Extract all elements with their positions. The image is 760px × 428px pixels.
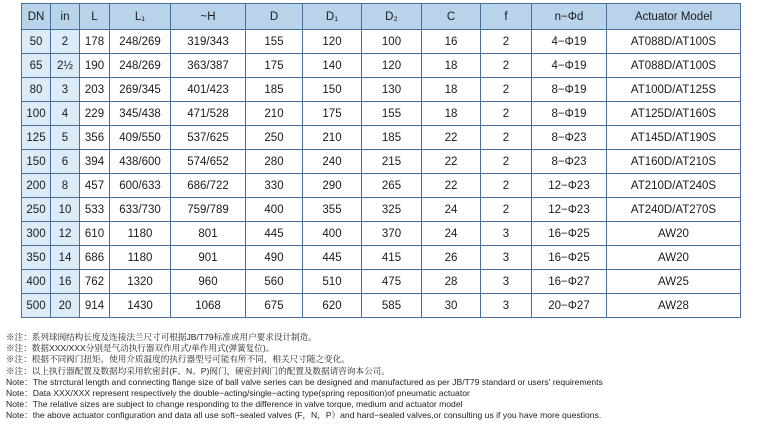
- header-actuator-model: Actuator Model: [607, 4, 741, 30]
- table-cell: 445: [303, 246, 362, 270]
- table-cell: 500: [22, 294, 51, 318]
- table-cell: 355: [303, 198, 362, 222]
- table-cell: 415: [362, 246, 422, 270]
- table-cell: 185: [362, 126, 422, 150]
- table-cell: 901: [171, 246, 246, 270]
- table-cell: 30: [422, 294, 481, 318]
- table-cell: 401/423: [171, 78, 246, 102]
- table-cell: 65: [22, 54, 51, 78]
- table-cell: 12: [51, 222, 80, 246]
- table-cell: 686: [80, 246, 110, 270]
- table-cell: 2: [481, 54, 532, 78]
- table-cell: 686/722: [171, 174, 246, 198]
- table-cell: 3: [51, 78, 80, 102]
- table-row: [22, 246, 741, 270]
- header-d2: D₂: [362, 4, 422, 30]
- table-cell: AT145D/AT190S: [607, 126, 741, 150]
- table-cell: 8−Φ19: [532, 102, 607, 126]
- table-cell: 801: [171, 222, 246, 246]
- header-l1: L₁: [110, 4, 171, 30]
- table-row: [22, 78, 741, 102]
- table-cell: 250: [22, 198, 51, 222]
- table-cell: 675: [246, 294, 303, 318]
- table-cell: 18: [422, 78, 481, 102]
- table-cell: 16: [51, 270, 80, 294]
- table-cell: 155: [246, 30, 303, 54]
- table-cell: 240: [303, 150, 362, 174]
- table-cell: 8: [51, 174, 80, 198]
- table-row: [22, 54, 741, 78]
- table-cell: 2: [481, 126, 532, 150]
- spec-table: [21, 3, 741, 318]
- table-cell: 620: [303, 294, 362, 318]
- table-cell: 100: [22, 102, 51, 126]
- table-cell: 215: [362, 150, 422, 174]
- table-cell: 120: [362, 54, 422, 78]
- table-cell: 250: [246, 126, 303, 150]
- table-cell: 16: [422, 30, 481, 54]
- table-cell: 394: [80, 150, 110, 174]
- table-cell: 490: [246, 246, 303, 270]
- table-cell: 248/269: [110, 54, 171, 78]
- table-row: [22, 270, 741, 294]
- table-cell: 2: [481, 150, 532, 174]
- table-cell: 80: [22, 78, 51, 102]
- table-cell: 409/550: [110, 126, 171, 150]
- table-cell: 2: [481, 30, 532, 54]
- table-cell: AT240D/AT270S: [607, 198, 741, 222]
- header-dn: DN: [22, 4, 51, 30]
- header-in: in: [51, 4, 80, 30]
- table-row: [22, 198, 741, 222]
- table-cell: 762: [80, 270, 110, 294]
- table-cell: 400: [246, 198, 303, 222]
- note-line: ※注：数据XXX/XXX分别是气动执行器双作用式/单作用式(弹簧复位)。: [6, 343, 275, 354]
- table-cell: 600/633: [110, 174, 171, 198]
- table-cell: 120: [303, 30, 362, 54]
- note-line: ※注：系列球阀结构长度及连接法兰尺寸可根据JB/T79标准或用户要求设计制造。: [6, 332, 317, 342]
- table-cell: 22: [422, 150, 481, 174]
- table-cell: 16−Φ25: [532, 222, 607, 246]
- table-row: [22, 174, 741, 198]
- table-cell: 330: [246, 174, 303, 198]
- notes-block: [6, 332, 756, 422]
- note-line: ※注：以上执行器配置及数据均采用软密封(F、N、P)阀门，硬密封阀门的配置及数据请咨询本公司。: [6, 365, 390, 376]
- table-cell: 356: [80, 126, 110, 150]
- table-cell: 2½: [51, 54, 80, 78]
- table-cell: 438/600: [110, 150, 171, 174]
- table-cell: 325: [362, 198, 422, 222]
- table-cell: 400: [303, 222, 362, 246]
- table-cell: 16−Φ25: [532, 246, 607, 270]
- table-cell: 18: [422, 102, 481, 126]
- table-cell: 2: [481, 198, 532, 222]
- table-cell: 350: [22, 246, 51, 270]
- table-cell: 28: [422, 270, 481, 294]
- table-cell: 300: [22, 222, 51, 246]
- table-cell: 537/625: [171, 126, 246, 150]
- table-cell: 2: [481, 102, 532, 126]
- table-cell: 1180: [110, 246, 171, 270]
- table-cell: 22: [422, 174, 481, 198]
- note-line: Note：The relative sizes are subject to change responding to the difference in valve torque, medium and actuator model: [6, 399, 463, 410]
- note-line: Note：The strrctural length and connecting flange size of ball valve series can be designed and manufactured as per JB/T79 standard or users' requirements: [6, 376, 603, 387]
- table-cell: 2: [481, 174, 532, 198]
- header-h: ~H: [171, 4, 246, 30]
- table-cell: 50: [22, 30, 51, 54]
- table-cell: 5: [51, 126, 80, 150]
- table-cell: 10: [51, 198, 80, 222]
- table-cell: 445: [246, 222, 303, 246]
- table-cell: 16−Φ27: [532, 270, 607, 294]
- table-cell: 200: [22, 174, 51, 198]
- table-cell: 2: [51, 30, 80, 54]
- table-cell: 400: [22, 270, 51, 294]
- table-cell: AT125D/AT160S: [607, 102, 741, 126]
- table-cell: 130: [362, 78, 422, 102]
- table-row: [22, 150, 741, 174]
- table-cell: 633/730: [110, 198, 171, 222]
- table-cell: 3: [481, 222, 532, 246]
- table-cell: 12−Φ23: [532, 198, 607, 222]
- table-cell: 175: [303, 102, 362, 126]
- table-cell: 12−Φ23: [532, 174, 607, 198]
- table-cell: 185: [246, 78, 303, 102]
- note-line: Note：the above actuator configuration and data all use soft−sealed valves (F，N，P）and hard−sealed valves,or consulting us if you have more questions.: [6, 410, 602, 421]
- table-cell: 1180: [110, 222, 171, 246]
- table-row: [22, 30, 741, 54]
- table-cell: 290: [303, 174, 362, 198]
- table-cell: 4−Φ19: [532, 30, 607, 54]
- table-cell: 510: [303, 270, 362, 294]
- table-cell: 6: [51, 150, 80, 174]
- table-cell: AW20: [607, 222, 741, 246]
- table-cell: 319/343: [171, 30, 246, 54]
- table-cell: 210: [246, 102, 303, 126]
- table-cell: 2: [481, 78, 532, 102]
- table-cell: AT100D/AT125S: [607, 78, 741, 102]
- table-cell: 265: [362, 174, 422, 198]
- table-cell: 560: [246, 270, 303, 294]
- table-cell: 26: [422, 246, 481, 270]
- table-cell: 8−Φ23: [532, 150, 607, 174]
- table-cell: 175: [246, 54, 303, 78]
- table-cell: 150: [303, 78, 362, 102]
- table-cell: 18: [422, 54, 481, 78]
- header-c: C: [422, 4, 481, 30]
- table-cell: 22: [422, 126, 481, 150]
- table-cell: 20: [51, 294, 80, 318]
- table-row: [22, 222, 741, 246]
- table-cell: 914: [80, 294, 110, 318]
- table-cell: 4−Φ19: [532, 54, 607, 78]
- table-cell: 155: [362, 102, 422, 126]
- table-cell: 140: [303, 54, 362, 78]
- table-cell: AT160D/AT210S: [607, 150, 741, 174]
- table-cell: 3: [481, 270, 532, 294]
- table-cell: 370: [362, 222, 422, 246]
- table-cell: 363/387: [171, 54, 246, 78]
- note-line: Note：Data XXX/XXX represent respectively the double−acting/single−acting type(spring reposition)of pneumatic actuator: [6, 388, 470, 399]
- table-cell: 610: [80, 222, 110, 246]
- table-cell: 4: [51, 102, 80, 126]
- table-cell: 475: [362, 270, 422, 294]
- table-cell: 229: [80, 102, 110, 126]
- table-cell: AW25: [607, 270, 741, 294]
- table-cell: 100: [362, 30, 422, 54]
- table-body: [22, 30, 741, 318]
- table-cell: 533: [80, 198, 110, 222]
- table-cell: 8−Φ19: [532, 78, 607, 102]
- table-cell: AT088D/AT100S: [607, 54, 741, 78]
- table-cell: 8−Φ23: [532, 126, 607, 150]
- header-f: f: [481, 4, 532, 30]
- table-cell: AT088D/AT100S: [607, 30, 741, 54]
- header-l: L: [80, 4, 110, 30]
- header-d1: D₁: [303, 4, 362, 30]
- table-cell: 3: [481, 246, 532, 270]
- header-n-phi-d: n−Φd: [532, 4, 607, 30]
- table-cell: 24: [422, 222, 481, 246]
- table-cell: 24: [422, 198, 481, 222]
- table-cell: 280: [246, 150, 303, 174]
- table-cell: 269/345: [110, 78, 171, 102]
- table-row: [22, 102, 741, 126]
- header-d: D: [246, 4, 303, 30]
- table-cell: 125: [22, 126, 51, 150]
- note-line: ※注：根据不同阀门扭矩、使用介质温度的执行器型号可能有所不同，相关尺寸随之变化。: [6, 354, 350, 365]
- table-cell: 178: [80, 30, 110, 54]
- table-cell: AW20: [607, 246, 741, 270]
- table-cell: AW28: [607, 294, 741, 318]
- table-cell: 574/652: [171, 150, 246, 174]
- table-cell: 471/528: [171, 102, 246, 126]
- header-row: [22, 4, 741, 30]
- table-cell: 345/438: [110, 102, 171, 126]
- table-cell: 3: [481, 294, 532, 318]
- table-cell: 1430: [110, 294, 171, 318]
- table-row: [22, 126, 741, 150]
- table-cell: 248/269: [110, 30, 171, 54]
- table-cell: 960: [171, 270, 246, 294]
- table-cell: AT210D/AT240S: [607, 174, 741, 198]
- table-cell: 210: [303, 126, 362, 150]
- table-cell: 759/789: [171, 198, 246, 222]
- table-cell: 14: [51, 246, 80, 270]
- table-cell: 585: [362, 294, 422, 318]
- table-cell: 190: [80, 54, 110, 78]
- table-cell: 1068: [171, 294, 246, 318]
- table-cell: 1320: [110, 270, 171, 294]
- table-cell: 203: [80, 78, 110, 102]
- table-cell: 457: [80, 174, 110, 198]
- table-cell: 20−Φ27: [532, 294, 607, 318]
- table-cell: 150: [22, 150, 51, 174]
- table-row: [22, 294, 741, 318]
